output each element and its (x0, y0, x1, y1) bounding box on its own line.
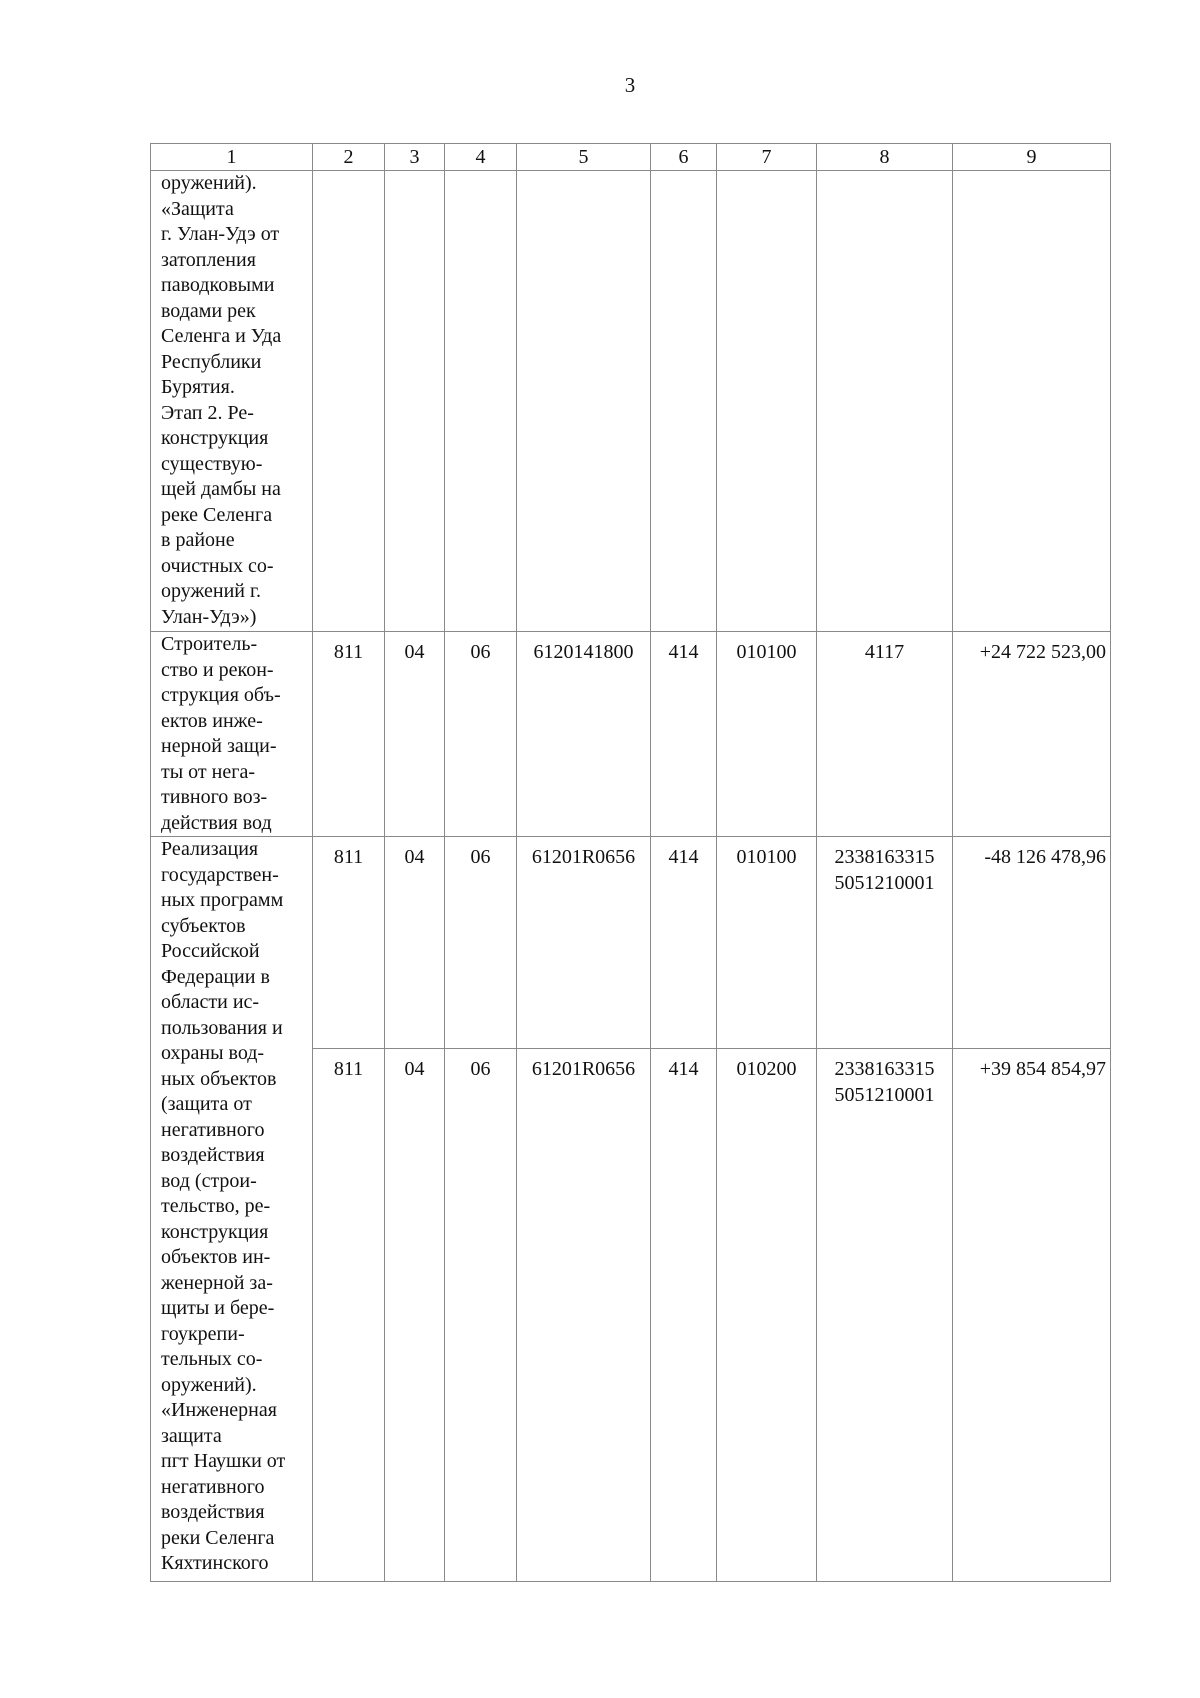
table-row (151, 837, 1111, 1049)
column-header: 1 (151, 144, 313, 171)
page-number: 3 (624, 73, 636, 97)
column-header: 3 (385, 144, 445, 171)
table-cell: 414 (651, 632, 717, 837)
table-row (151, 171, 1111, 632)
column-header: 5 (517, 144, 651, 171)
table-cell: -48 126 478,96 (953, 837, 1111, 1049)
table-cell: 06 (445, 632, 517, 837)
table-cell (445, 171, 517, 632)
table-cell (517, 171, 651, 632)
table-cell: 414 (651, 1049, 717, 1582)
row-description (151, 837, 313, 1582)
table-cell: 010200 (717, 1049, 817, 1582)
table-cell (953, 171, 1111, 632)
table-cell (717, 171, 817, 632)
table-cell (651, 171, 717, 632)
description-text: оружений). «Защита г. Улан-Удэ от затопления паводковыми водами рек Селенга и Уда Республики Бурятия. Этап 2. Ре- конструкция существую- щей дамбы на реке Селенга в районе очистных со- оружений г. Улан-Удэ») (161, 172, 282, 628)
table-cell: 811 (313, 1049, 385, 1582)
table-cell: 06 (445, 837, 517, 1049)
table-cell: 06 (445, 1049, 517, 1582)
table-row (151, 632, 1111, 837)
table-cell: 811 (313, 837, 385, 1049)
row-description (151, 632, 313, 837)
column-header: 4 (445, 144, 517, 171)
table-cell: 61201R0656 (517, 1049, 651, 1582)
table-cell: 811 (313, 632, 385, 837)
table-cell: 61201R0656 (517, 837, 651, 1049)
table-cell: 04 (385, 1049, 445, 1582)
table-cell: 2338163315 5051210001 (817, 837, 953, 1049)
table-cell: 010100 (717, 632, 817, 837)
row-description (151, 171, 313, 632)
column-header: 6 (651, 144, 717, 171)
table-cell: 6120141800 (517, 632, 651, 837)
description-text: Реализация государствен- ных программ субъектов Российской Федерации в области ис- пользования и охраны вод- ных объектов (защита от негативного воздействия вод (строи- тельство, ре- конструкция объектов ин- женерной за- щиты и бере- гоукрепи- тельных со- оружений). «Инженерная защита пгт Наушки от негативного воздействия реки Селенга Кяхтинского (161, 838, 286, 1574)
table-cell (313, 171, 385, 632)
table-cell: 04 (385, 632, 445, 837)
column-header: 8 (817, 144, 953, 171)
description-text: Строитель- ство и рекон- струкция объ- ектов инже- нерной защи- ты от нега- тивного воз- действия вод (161, 633, 281, 834)
column-header: 2 (313, 144, 385, 171)
table-cell (817, 171, 953, 632)
column-header: 7 (717, 144, 817, 171)
column-header: 9 (953, 144, 1111, 171)
table-cell: +39 854 854,97 (953, 1049, 1111, 1582)
budget-changes-table (150, 143, 1111, 1582)
table-cell: 04 (385, 837, 445, 1049)
table-cell: 010100 (717, 837, 817, 1049)
table-cell (385, 171, 445, 632)
table-cell: +24 722 523,00 (953, 632, 1111, 837)
table-cell: 4117 (817, 632, 953, 837)
table-cell: 2338163315 5051210001 (817, 1049, 953, 1582)
header-row (151, 144, 1111, 171)
table-cell: 414 (651, 837, 717, 1049)
